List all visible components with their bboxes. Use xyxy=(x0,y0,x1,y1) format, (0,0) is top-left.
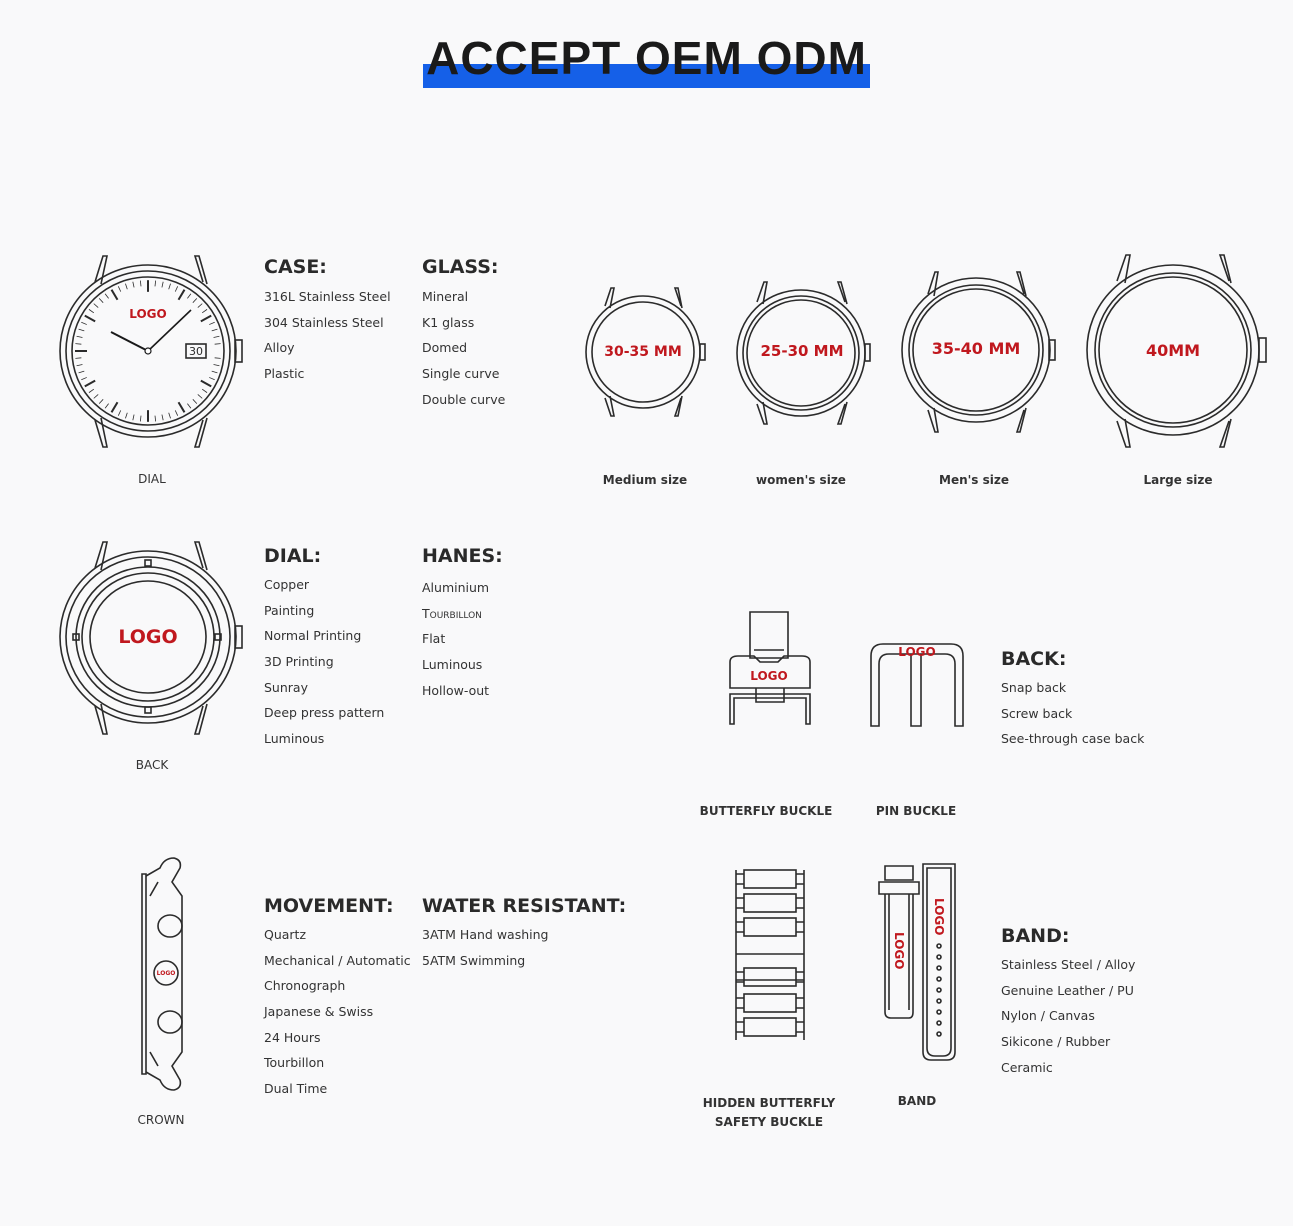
bracelet-link xyxy=(744,1018,796,1036)
dial-tick xyxy=(75,344,81,345)
list-item: Screw back xyxy=(1001,705,1073,721)
dial-tick xyxy=(77,365,83,366)
dial-tick xyxy=(215,344,221,345)
dial-tick xyxy=(215,358,221,359)
dial-tick xyxy=(125,284,127,290)
hidden-butterfly-caption xyxy=(689,1094,849,1132)
list-item: 3D Printing xyxy=(264,654,334,670)
dial-tick xyxy=(77,336,83,337)
size-caption: Medium size xyxy=(602,473,688,487)
list-item: Aluminium xyxy=(422,580,490,595)
dial-tick xyxy=(198,304,202,308)
dial-tick xyxy=(133,282,134,288)
list-item: Painting xyxy=(264,602,315,618)
dial-tick xyxy=(175,410,177,415)
list-item: Stainless Steel / Alloy xyxy=(1001,957,1136,972)
dial-tick xyxy=(112,290,118,300)
movement-list xyxy=(264,922,411,1102)
size-label: 35-40 MM xyxy=(931,339,1021,358)
list-item: Alloy xyxy=(264,340,295,356)
crown-logo-text: LOGO xyxy=(156,970,176,977)
list-item: Luminous xyxy=(264,731,325,747)
dial-tick xyxy=(212,329,218,331)
dial-tick xyxy=(169,413,171,419)
list-item: Chronograph xyxy=(264,978,346,994)
dial-logo-text: LOGO xyxy=(129,307,167,321)
dial-tick xyxy=(169,284,171,290)
bracelet-link xyxy=(744,918,796,936)
hanes-list xyxy=(422,575,489,703)
list-item: Hollow-out xyxy=(422,682,490,698)
case-list xyxy=(264,284,391,387)
dial-tick xyxy=(133,415,134,421)
strap-hole xyxy=(937,1021,941,1025)
list-item: Genuine Leather / PU xyxy=(1001,982,1134,998)
list-item: 5ATM Swimming xyxy=(422,952,526,968)
dial-tick xyxy=(79,329,85,331)
list-item: Domed xyxy=(422,340,468,356)
size-label: 30-35 MM xyxy=(604,344,682,360)
dial-tick xyxy=(140,416,141,422)
dial-tick xyxy=(105,404,109,409)
hidden-butterfly-buckle-illustration xyxy=(734,860,806,1044)
dial-tick xyxy=(193,298,197,302)
list-item: See-through case back xyxy=(1001,731,1145,747)
band-heading: BAND: xyxy=(1001,925,1070,947)
strap-hole xyxy=(937,999,941,1003)
dial-tick xyxy=(75,358,81,359)
caption-line: SAFETY BUCKLE xyxy=(714,1115,824,1129)
list-item: Sikicone / Rubber xyxy=(1001,1034,1111,1050)
dial-tick xyxy=(187,404,191,409)
list-item: Single curve xyxy=(422,366,500,382)
list-item: Sunray xyxy=(264,679,308,695)
list-item: Plastic xyxy=(264,366,305,382)
crown-caption: CROWN xyxy=(137,1113,185,1127)
strap-hole xyxy=(937,944,941,948)
strap-logo-text: LOGO xyxy=(932,898,946,936)
dial-tick xyxy=(140,281,141,287)
dial-tick xyxy=(214,365,220,366)
size-caption: Men's size xyxy=(939,473,1009,487)
dial-tick xyxy=(81,377,86,379)
list-item: Deep press pattern xyxy=(264,705,385,721)
size-watch-large xyxy=(1085,253,1271,449)
strap-logo-text: LOGO xyxy=(892,932,906,970)
dial-tick xyxy=(94,394,98,398)
dial-tick xyxy=(118,410,120,415)
dial-tick xyxy=(81,322,86,324)
size-label: 25-30 MM xyxy=(760,342,844,360)
dial-tick xyxy=(105,294,109,299)
list-item: Tourbillon xyxy=(264,1055,325,1071)
back-watch-illustration xyxy=(55,540,250,736)
butterfly-logo-text: LOGO xyxy=(750,669,788,683)
water-resistant-heading: WATER RESISTANT: xyxy=(422,895,627,917)
bracelet-link xyxy=(744,894,796,912)
strap-hole xyxy=(937,988,941,992)
dial-tick xyxy=(201,381,211,387)
crown-illustration xyxy=(136,856,188,1092)
pin-buckle-caption: PIN BUCKLE xyxy=(875,804,957,818)
bracelet-link xyxy=(744,994,796,1012)
dial-tick xyxy=(162,415,163,421)
list-item: Nylon / Canvas xyxy=(1001,1008,1095,1024)
dial-tick xyxy=(193,399,197,403)
water-resistant-list xyxy=(422,922,548,973)
list-item: Double curve xyxy=(422,391,506,407)
back-caption: BACK xyxy=(135,758,169,772)
bracelet-link-edge xyxy=(736,998,804,1008)
dial-tick xyxy=(209,322,214,324)
dial-tick xyxy=(89,309,94,312)
dial-tick xyxy=(79,371,85,373)
glass-list xyxy=(422,284,505,412)
list-item: 3ATM Hand washing xyxy=(422,927,549,942)
list-item: Japanese & Swiss xyxy=(264,1004,374,1020)
dial-tick xyxy=(89,389,94,392)
list-item: Tourbillon xyxy=(422,605,482,621)
case-heading: CASE: xyxy=(264,256,327,278)
dial-list xyxy=(264,572,384,752)
strap-hole xyxy=(937,1010,941,1014)
size-caption: women's size xyxy=(756,473,846,487)
dial-caption: DIAL xyxy=(138,472,166,486)
page-title: ACCEPT OEM ODM xyxy=(426,32,867,84)
dial-tick xyxy=(201,316,211,322)
strap-hole xyxy=(937,1032,941,1036)
dial-tick xyxy=(125,413,127,419)
list-item: Ceramic xyxy=(1001,1059,1053,1075)
bracelet-link xyxy=(744,870,796,888)
band-list xyxy=(1001,952,1135,1080)
dial-tick xyxy=(198,394,202,398)
strap-band-illustration xyxy=(877,862,959,1062)
list-item: Mineral xyxy=(422,289,469,304)
size-watch-women xyxy=(735,280,873,426)
dial-tick xyxy=(85,316,95,322)
strap-hole xyxy=(937,955,941,959)
caption-line: HIDDEN BUTTERFLY xyxy=(702,1096,836,1110)
list-item: Copper xyxy=(264,577,310,592)
butterfly-buckle-caption: BUTTERFLY BUCKLE xyxy=(699,804,833,818)
dial-tick xyxy=(118,286,120,291)
list-item: K1 glass xyxy=(422,314,475,330)
dial-tick xyxy=(99,399,103,403)
list-item: Snap back xyxy=(1001,680,1067,695)
list-item: Flat xyxy=(422,631,446,647)
list-item: 316L Stainless Steel xyxy=(264,289,391,304)
dial-tick xyxy=(202,389,207,392)
list-item: Dual Time xyxy=(264,1081,328,1097)
bracelet-link-edge xyxy=(736,922,804,932)
dial-tick xyxy=(155,416,156,422)
dial-tick xyxy=(179,402,185,412)
dial-tick xyxy=(112,402,118,412)
strap-hole xyxy=(937,977,941,981)
list-item: Normal Printing xyxy=(264,628,362,644)
dial-tick xyxy=(179,290,185,300)
dial-tick xyxy=(212,371,218,373)
bracelet-link-edge xyxy=(736,1022,804,1032)
back-heading: BACK: xyxy=(1001,648,1067,670)
back-list xyxy=(1001,675,1144,752)
size-watch-medium xyxy=(583,286,707,418)
dial-tick xyxy=(94,304,98,308)
band-caption: BAND xyxy=(897,1094,937,1108)
list-item: Luminous xyxy=(422,657,483,673)
butterfly-buckle-illustration xyxy=(726,610,814,730)
size-watch-men xyxy=(900,270,1058,434)
dial-heading: DIAL: xyxy=(264,545,322,567)
dial-watch-illustration xyxy=(55,252,250,452)
pin-buckle-illustration xyxy=(867,642,967,730)
pin-logo-text: LOGO xyxy=(898,645,936,659)
dial-tick xyxy=(162,282,163,288)
date-window-text: 30 xyxy=(189,345,203,358)
dial-tick xyxy=(155,281,156,287)
dial-tick xyxy=(85,381,95,387)
list-item: Quartz xyxy=(264,927,307,942)
bracelet-link-edge xyxy=(736,874,804,884)
dial-tick xyxy=(187,294,191,299)
bracelet-link xyxy=(744,968,796,986)
hanes-heading: HANES: xyxy=(422,545,503,567)
list-item: Mechanical / Automatic xyxy=(264,952,411,968)
glass-heading: GLASS: xyxy=(422,256,499,278)
movement-heading: MOVEMENT: xyxy=(264,895,394,917)
size-label: 40MM xyxy=(1145,341,1201,360)
bracelet-link-edge xyxy=(736,898,804,908)
dial-tick xyxy=(99,298,103,302)
strap-hole xyxy=(937,966,941,970)
dial-tick xyxy=(175,286,177,291)
size-caption: Large size xyxy=(1143,473,1213,487)
page-title-block xyxy=(423,30,870,88)
list-item: 24 Hours xyxy=(264,1029,321,1045)
list-item: 304 Stainless Steel xyxy=(264,314,384,330)
dial-tick xyxy=(202,309,207,312)
back-logo-text: LOGO xyxy=(118,626,178,648)
dial-tick xyxy=(214,336,220,337)
dial-tick xyxy=(209,377,214,379)
